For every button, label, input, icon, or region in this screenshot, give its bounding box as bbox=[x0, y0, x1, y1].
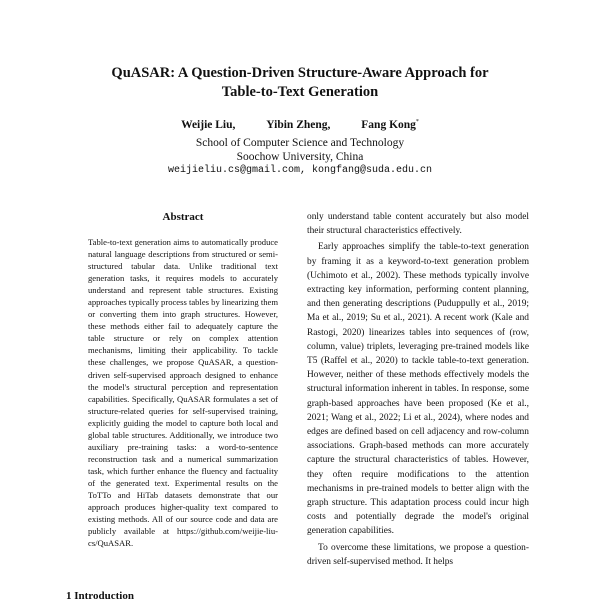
author-1: Weijie Liu, bbox=[181, 119, 236, 131]
author-2: Yibin Zheng, bbox=[266, 119, 331, 131]
section-heading-introduction: 1 Introduction bbox=[66, 590, 134, 602]
body-paragraph-3: To overcome these limitations, we propose a question-driven self-supervised method. It helps bbox=[307, 542, 529, 567]
body-column-right bbox=[307, 210, 529, 569]
abstract-heading: Abstract bbox=[162, 211, 204, 223]
author-list bbox=[60, 119, 540, 131]
abstract-text: Table-to-text generation aims to automatically produce natural language descriptions from structured or semi-structured tabular data. Unlike traditional text generation tasks, it requires models to accurately understand and represent table structures. Existing approaches typically process tables by linearizing them or converting them into graph structures. However, these methods either fail to adequately capture the table structure or rely on complex attention mechanisms, limiting their applicability. To tackle these challenges, we propose QuASAR, a question-driven self-supervised approach designed to enhance the model's structural perception and representation capabilities. Specifically, QuASAR formulates a set of structure-related queries for self-supervised training, explicitly guiding the model to capture both local and global table structures. Additionally, we introduce two auxiliary pre-training tasks: a word-to-sentence reconstruction task and a numerical summarization task, which further enhance the fluency and factuality of the generated text. Experimental results on the ToTTo and HiTab datasets demonstrate that our approach produces higher-quality text compared to existing methods. All of our source code and data are publicly available at https://github.com/weijie-liu-cs/QuASAR. bbox=[88, 237, 278, 549]
title-line-1: QuASAR: A Question-Driven Structure-Aware Approach for bbox=[111, 65, 489, 81]
affiliation-line-1: School of Computer Science and Technology bbox=[195, 137, 405, 149]
body-paragraph-1: only understand table content accurately but also model their structural characteristics effectively. bbox=[307, 212, 529, 237]
author-emails: weijieliu.cs@gmail.com, kongfang@suda.edu.cn bbox=[167, 165, 433, 176]
body-paragraph-2: Early approaches simplify the table-to-text generation by framing it as a keyword-to-text generation problem (Uchimoto et al., 2002). These methods typically involve extracting key information, performing content planning, and then generating descriptions (Puduppully et al., 2019; Ma et al., 2019; Su et al., 2021). A recent work (Kale and Rastogi, 2020) linearizes tables into sequences of (row, column, value) triplets, leveraging pre-trained models like T5 (Raffel et al., 2020) to tackle table-to-text generation. However, neither of these methods effectively models the structural information inherent in tables. In response, some graph-based approaches have been proposed (Ke et al., 2021; Wang et al., 2022; Li et al., 2024), where nodes and edges are defined based on cell adjacency and row-column associations. Graph-based methods can more accurately capture the structural characteristics of tables. However, they often require modifications to the attention mechanisms in pre-trained models to better align with the graph structure. This adaptation process could incur high costs and potentially degrade the model's original generation capabilities. bbox=[307, 242, 529, 537]
paper-title bbox=[60, 64, 540, 102]
author-3: Fang Kong* bbox=[361, 119, 419, 131]
title-line-2: Table-to-Text Generation bbox=[221, 84, 379, 100]
corresponding-author-mark: * bbox=[415, 119, 419, 126]
affiliation-line-2: Soochow University, China bbox=[236, 151, 364, 163]
